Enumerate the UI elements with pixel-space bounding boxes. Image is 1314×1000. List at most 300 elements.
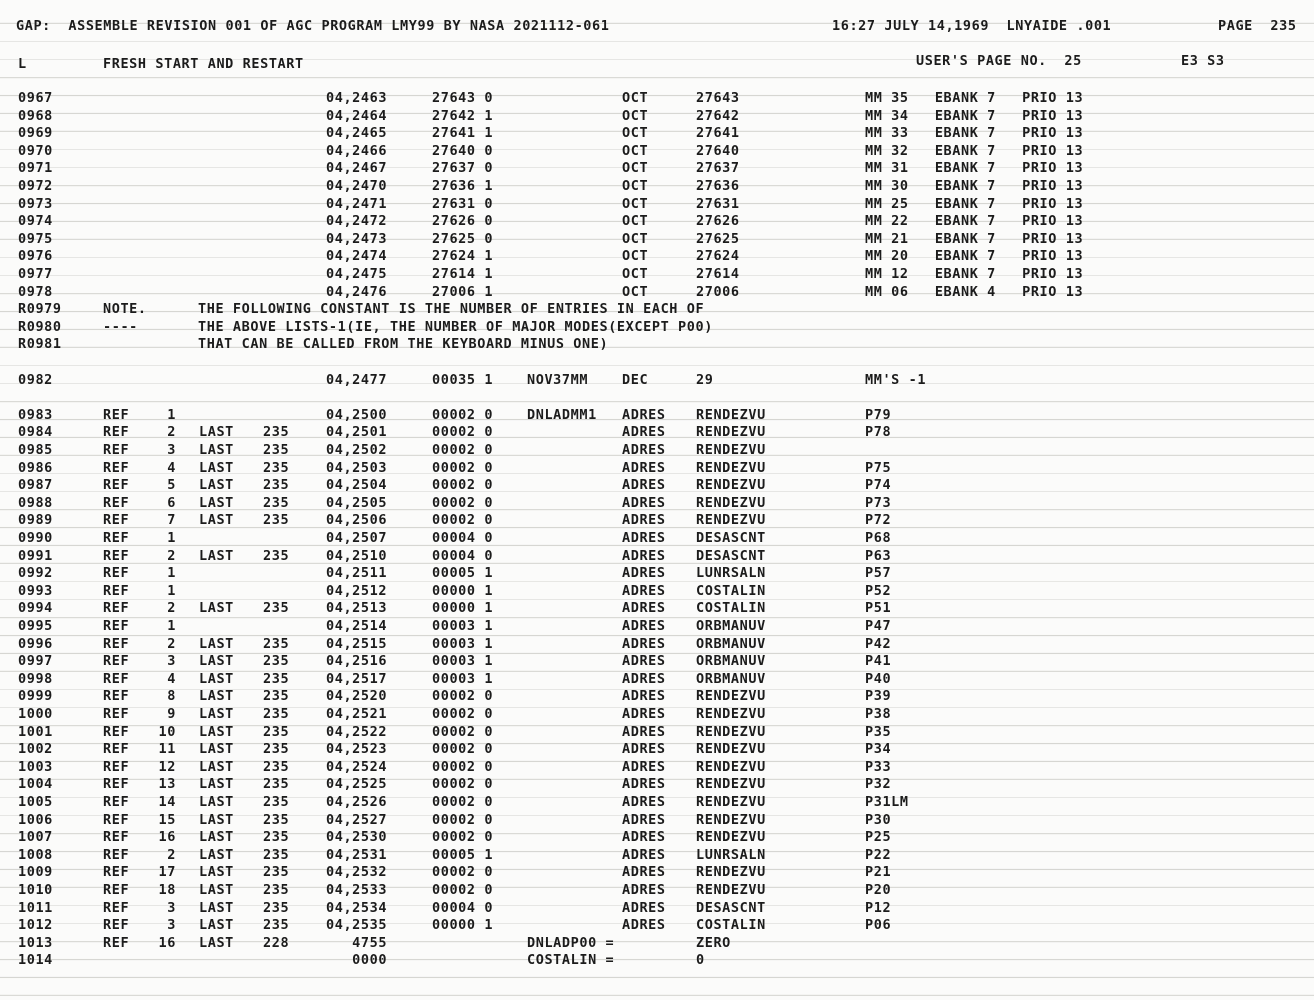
listing-row: [0, 372, 1314, 390]
line-number: 0999: [18, 688, 53, 705]
line-number: 1008: [18, 846, 53, 863]
ref-count: 1: [167, 565, 176, 582]
opcode: OCT: [622, 160, 649, 177]
keyword: REF: [103, 758, 130, 775]
listing-row: [0, 565, 1314, 583]
line-number: R0980: [18, 318, 62, 335]
last-page: 235: [263, 653, 290, 670]
users-page-number: USER'S PAGE NO. 25: [916, 53, 1082, 69]
keyword: REF: [103, 864, 130, 881]
octal-code: 00005 1: [432, 846, 494, 863]
ref-count: 16: [158, 934, 176, 951]
line-number: 1006: [18, 811, 53, 828]
address: 04,2512: [326, 582, 388, 599]
operand: RENDEZVU: [696, 776, 766, 793]
opcode: ADRES: [622, 899, 666, 916]
opcode: ADRES: [622, 477, 666, 494]
last-keyword: LAST: [199, 741, 234, 758]
keyword: REF: [103, 530, 130, 546]
opcode: ADRES: [622, 565, 666, 582]
last-page: 235: [263, 459, 290, 476]
line-number: 0972: [18, 178, 53, 194]
address: 04,2530: [326, 829, 388, 846]
operand: LUNRSALN: [696, 565, 766, 582]
label: DNLADP00 =: [527, 934, 615, 951]
listing-row: [0, 917, 1314, 935]
octal-code: 27643 0: [432, 90, 494, 106]
comment: MM 06 EBANK 4 PRIO 13: [865, 283, 1084, 300]
comment: MM 21 EBANK 7 PRIO 13: [865, 230, 1084, 247]
listing-row: [0, 900, 1314, 918]
last-page: 235: [263, 829, 290, 846]
last-page: 235: [263, 758, 290, 775]
ref-count: 1: [167, 618, 176, 634]
opcode: ADRES: [622, 442, 666, 458]
ref-count: 9: [167, 706, 176, 722]
opcode: ADRES: [622, 688, 666, 705]
last-keyword: LAST: [199, 864, 234, 881]
line-number: 1012: [18, 917, 53, 934]
ref-count: 10: [158, 723, 176, 740]
keyword: REF: [103, 512, 130, 529]
address: 04,2470: [326, 178, 388, 194]
last-keyword: LAST: [199, 512, 234, 529]
listing-row: [0, 160, 1314, 178]
comment: P33: [865, 758, 892, 775]
octal-code: 00004 0: [432, 530, 494, 546]
operand: RENDEZVU: [696, 829, 766, 846]
ref-count: 15: [158, 811, 176, 828]
comment: P25: [865, 829, 892, 846]
comment: P34: [865, 741, 892, 758]
comment: MM 35 EBANK 7 PRIO 13: [865, 90, 1084, 106]
opcode: ADRES: [622, 670, 666, 687]
address: 04,2503: [326, 459, 388, 476]
octal-code: 00002 0: [432, 688, 494, 705]
comment: P73: [865, 494, 892, 511]
comment: P06: [865, 917, 892, 934]
comment: MM 34 EBANK 7 PRIO 13: [865, 107, 1084, 124]
listing-row: [0, 196, 1314, 214]
comment: MM 25 EBANK 7 PRIO 13: [865, 195, 1084, 212]
listing-row: [0, 108, 1314, 126]
last-keyword: LAST: [199, 917, 234, 934]
octal-code: 27640 0: [432, 142, 494, 159]
assembly-timestamp: 16:27 JULY 14,1969 LNYAIDE .001: [832, 18, 1112, 34]
address: 04,2510: [326, 547, 388, 564]
keyword: REF: [103, 459, 130, 476]
listing-row: [0, 864, 1314, 882]
line-number: 0970: [18, 142, 53, 159]
octal-code: 00002 0: [432, 442, 494, 458]
last-page: 235: [263, 600, 290, 617]
listing-row: [0, 688, 1314, 706]
comment: P79: [865, 406, 892, 423]
listing-row: [0, 319, 1314, 337]
line-number: 0973: [18, 195, 53, 212]
keyword: REF: [103, 442, 130, 458]
octal-code: 00000 1: [432, 582, 494, 599]
comment: P41: [865, 653, 892, 670]
listing-row: [0, 618, 1314, 636]
ref-count: 14: [158, 794, 176, 810]
keyword: REF: [103, 811, 130, 828]
listing-row: [0, 548, 1314, 566]
operand: RENDEZVU: [696, 688, 766, 705]
address: 04,2465: [326, 125, 388, 142]
ref-count: 3: [167, 899, 176, 916]
line-number: 1001: [18, 723, 53, 740]
keyword: REF: [103, 934, 130, 951]
last-page: 235: [263, 864, 290, 881]
opcode: ADRES: [622, 547, 666, 564]
line-number: 0996: [18, 635, 53, 652]
comment: MM'S -1: [865, 371, 927, 388]
keyword: REF: [103, 706, 130, 722]
operand: RENDEZVU: [696, 794, 766, 810]
last-keyword: LAST: [199, 459, 234, 476]
last-page: 235: [263, 846, 290, 863]
octal-code: 27626 0: [432, 213, 494, 230]
ref-count: 3: [167, 917, 176, 934]
comment: P72: [865, 512, 892, 529]
opcode: ADRES: [622, 706, 666, 722]
comment: P21: [865, 864, 892, 881]
label: DNLADMM1: [527, 406, 597, 423]
line-number: 0983: [18, 406, 53, 423]
operand: RENDEZVU: [696, 459, 766, 476]
address: 4755: [326, 934, 388, 951]
address: 04,2504: [326, 477, 388, 494]
line-number: 1013: [18, 934, 53, 951]
operand: ORBMANUV: [696, 670, 766, 687]
operand: RENDEZVU: [696, 512, 766, 529]
keyword: REF: [103, 776, 130, 793]
address: 04,2467: [326, 160, 388, 177]
last-keyword: LAST: [199, 494, 234, 511]
last-keyword: LAST: [199, 670, 234, 687]
comment: MM 30 EBANK 7 PRIO 13: [865, 178, 1084, 194]
last-page: 235: [263, 706, 290, 722]
listing-row: [0, 671, 1314, 689]
listing-row: [0, 794, 1314, 812]
last-page: 235: [263, 424, 290, 441]
page-number: PAGE 235: [1218, 18, 1297, 34]
listing-row: [0, 266, 1314, 284]
listing-row: [0, 284, 1314, 302]
listing-row: [0, 759, 1314, 777]
octal-code: 00002 0: [432, 741, 494, 758]
octal-code: 27006 1: [432, 283, 494, 300]
ref-count: 1: [167, 530, 176, 546]
line-number: 0977: [18, 266, 53, 282]
line-number: 0995: [18, 618, 53, 634]
line-number: 0988: [18, 494, 53, 511]
address: 04,2521: [326, 706, 388, 722]
address: 04,2501: [326, 424, 388, 441]
listing-row: [0, 636, 1314, 654]
octal-code: 00003 1: [432, 653, 494, 670]
address: 04,2502: [326, 442, 388, 458]
last-page: 235: [263, 899, 290, 916]
label: COSTALIN =: [527, 952, 615, 969]
operand: 27641: [696, 125, 740, 142]
address: 04,2476: [326, 283, 388, 300]
keyword: REF: [103, 635, 130, 652]
keyword: REF: [103, 917, 130, 934]
comment: P42: [865, 635, 892, 652]
ref-count: 4: [167, 670, 176, 687]
comment: P35: [865, 723, 892, 740]
address: 04,2533: [326, 882, 388, 898]
opcode: ADRES: [622, 811, 666, 828]
octal-code: 00004 0: [432, 547, 494, 564]
octal-code: 27625 0: [432, 230, 494, 247]
ref-count: 12: [158, 758, 176, 775]
opcode: OCT: [622, 125, 649, 142]
opcode: ADRES: [622, 635, 666, 652]
last-keyword: LAST: [199, 723, 234, 740]
keyword: REF: [103, 547, 130, 564]
listing-row: [0, 952, 1314, 970]
listing-row: [0, 583, 1314, 601]
opcode: OCT: [622, 178, 649, 194]
ref-count: 2: [167, 846, 176, 863]
address: 04,2500: [326, 406, 388, 423]
listing-row: [0, 336, 1314, 354]
keyword: REF: [103, 670, 130, 687]
last-keyword: LAST: [199, 899, 234, 916]
label: NOV37MM: [527, 371, 589, 388]
last-page: 235: [263, 917, 290, 934]
operand: 27614: [696, 266, 740, 282]
line-number: 0986: [18, 459, 53, 476]
keyword: REF: [103, 653, 130, 670]
line-number: R0981: [18, 336, 62, 353]
opcode: OCT: [622, 248, 649, 265]
listing-row: [0, 407, 1314, 425]
line-number: 1002: [18, 741, 53, 758]
operand: DESASCNT: [696, 547, 766, 564]
ref-count: 5: [167, 477, 176, 494]
address: 0000: [326, 952, 388, 969]
listing-row: [0, 231, 1314, 249]
opcode: ADRES: [622, 846, 666, 863]
address: 04,2523: [326, 741, 388, 758]
opcode: ADRES: [622, 618, 666, 634]
line-number: 1007: [18, 829, 53, 846]
line-number: 0968: [18, 107, 53, 124]
operand: RENDEZVU: [696, 442, 766, 458]
octal-code: 00002 0: [432, 406, 494, 423]
comment: P20: [865, 882, 892, 898]
line-number: 0969: [18, 125, 53, 142]
listing-row: [0, 248, 1314, 266]
opcode: ADRES: [622, 829, 666, 846]
listing-row: [0, 213, 1314, 231]
octal-code: 00002 0: [432, 864, 494, 881]
operand: COSTALIN: [696, 582, 766, 599]
keyword: REF: [103, 829, 130, 846]
opcode: ADRES: [622, 530, 666, 546]
ref-count: 17: [158, 864, 176, 881]
comment: P30: [865, 811, 892, 828]
operand: 27642: [696, 107, 740, 124]
comment: P22: [865, 846, 892, 863]
note-text: THE FOLLOWING CONSTANT IS THE NUMBER OF ENTRIES IN EACH OF: [198, 301, 705, 318]
address: 04,2531: [326, 846, 388, 863]
address: 04,2475: [326, 266, 388, 282]
octal-code: 00003 1: [432, 635, 494, 652]
listing-row: [0, 301, 1314, 319]
comment: MM 22 EBANK 7 PRIO 13: [865, 213, 1084, 230]
octal-code: 00002 0: [432, 459, 494, 476]
ref-count: 2: [167, 635, 176, 652]
operand: COSTALIN: [696, 917, 766, 934]
operand: 27640: [696, 142, 740, 159]
opcode: ADRES: [622, 600, 666, 617]
last-page: 235: [263, 547, 290, 564]
last-page: 235: [263, 688, 290, 705]
comment: P57: [865, 565, 892, 582]
listing-row: [0, 178, 1314, 196]
listing-row: [0, 512, 1314, 530]
comment: P74: [865, 477, 892, 494]
comment: P40: [865, 670, 892, 687]
listing-row: [0, 90, 1314, 108]
octal-code: 27614 1: [432, 266, 494, 282]
comment: P38: [865, 706, 892, 722]
octal-code: 00000 1: [432, 917, 494, 934]
address: 04,2524: [326, 758, 388, 775]
line-number: 0991: [18, 547, 53, 564]
comment: P31LM: [865, 794, 909, 810]
ref-count: 2: [167, 424, 176, 441]
last-page: 235: [263, 741, 290, 758]
operand: RENDEZVU: [696, 477, 766, 494]
address: 04,2463: [326, 90, 388, 106]
keyword: REF: [103, 846, 130, 863]
last-page: 235: [263, 794, 290, 810]
comment: P75: [865, 459, 892, 476]
octal-code: 00002 0: [432, 424, 494, 441]
operand: 27625: [696, 230, 740, 247]
line-number: 0993: [18, 582, 53, 599]
opcode: DEC: [622, 371, 649, 388]
last-keyword: LAST: [199, 635, 234, 652]
listing-row: [0, 530, 1314, 548]
octal-code: 27631 0: [432, 195, 494, 212]
keyword: REF: [103, 424, 130, 441]
last-keyword: LAST: [199, 882, 234, 898]
operand: ORBMANUV: [696, 653, 766, 670]
operand: RENDEZVU: [696, 706, 766, 722]
ref-count: 13: [158, 776, 176, 793]
comment: P52: [865, 582, 892, 599]
keyword: REF: [103, 741, 130, 758]
line-number: 1004: [18, 776, 53, 793]
keyword: REF: [103, 477, 130, 494]
keyword: REF: [103, 618, 130, 634]
address: 04,2474: [326, 248, 388, 265]
operand: ORBMANUV: [696, 635, 766, 652]
comment: MM 31 EBANK 7 PRIO 13: [865, 160, 1084, 177]
line-number: 0976: [18, 248, 53, 265]
ref-count: 16: [158, 829, 176, 846]
address: 04,2535: [326, 917, 388, 934]
octal-code: 00035 1: [432, 371, 494, 388]
listing-row: [0, 882, 1314, 900]
keyword: REF: [103, 688, 130, 705]
octal-code: 00002 0: [432, 758, 494, 775]
opcode: OCT: [622, 283, 649, 300]
ref-count: 8: [167, 688, 176, 705]
octal-code: 00002 0: [432, 811, 494, 828]
address: 04,2532: [326, 864, 388, 881]
line-number: R0979: [18, 301, 62, 318]
address: 04,2517: [326, 670, 388, 687]
address: 04,2516: [326, 653, 388, 670]
octal-code: 00002 0: [432, 706, 494, 722]
comment: P68: [865, 530, 892, 546]
listing-row: [0, 706, 1314, 724]
opcode: ADRES: [622, 459, 666, 476]
comment: MM 20 EBANK 7 PRIO 13: [865, 248, 1084, 265]
ref-count: 6: [167, 494, 176, 511]
octal-code: 27642 1: [432, 107, 494, 124]
comment: MM 33 EBANK 7 PRIO 13: [865, 125, 1084, 142]
ref-count: 7: [167, 512, 176, 529]
octal-code: 00002 0: [432, 494, 494, 511]
operand: RENDEZVU: [696, 723, 766, 740]
operand: RENDEZVU: [696, 882, 766, 898]
ref-count: 18: [158, 882, 176, 898]
ref-count: 4: [167, 459, 176, 476]
keyword: REF: [103, 899, 130, 916]
address: 04,2515: [326, 635, 388, 652]
listing-row: [0, 724, 1314, 742]
octal-code: 00003 1: [432, 670, 494, 687]
operand: RENDEZVU: [696, 741, 766, 758]
listing-row: [0, 741, 1314, 759]
keyword: REF: [103, 882, 130, 898]
operand: 27637: [696, 160, 740, 177]
last-page: 235: [263, 723, 290, 740]
address: 04,2522: [326, 723, 388, 740]
line-number: 0967: [18, 90, 53, 106]
address: 04,2514: [326, 618, 388, 634]
keyword: REF: [103, 794, 130, 810]
note-text: THAT CAN BE CALLED FROM THE KEYBOARD MINUS ONE): [198, 336, 609, 353]
last-page: 228: [263, 934, 290, 951]
ref-count: 2: [167, 547, 176, 564]
operand: RENDEZVU: [696, 758, 766, 775]
line-number: 0990: [18, 530, 53, 546]
last-keyword: LAST: [199, 776, 234, 793]
sheet-code: E3 S3: [1181, 53, 1225, 69]
ref-count: 3: [167, 653, 176, 670]
opcode: OCT: [622, 266, 649, 282]
line-number: 1014: [18, 952, 53, 969]
last-keyword: LAST: [199, 706, 234, 722]
operand: 29: [696, 371, 714, 388]
listing-row: [0, 847, 1314, 865]
address: 04,2505: [326, 494, 388, 511]
address: 04,2534: [326, 899, 388, 916]
opcode: ADRES: [622, 758, 666, 775]
operand: ORBMANUV: [696, 618, 766, 634]
line-number: 0997: [18, 653, 53, 670]
